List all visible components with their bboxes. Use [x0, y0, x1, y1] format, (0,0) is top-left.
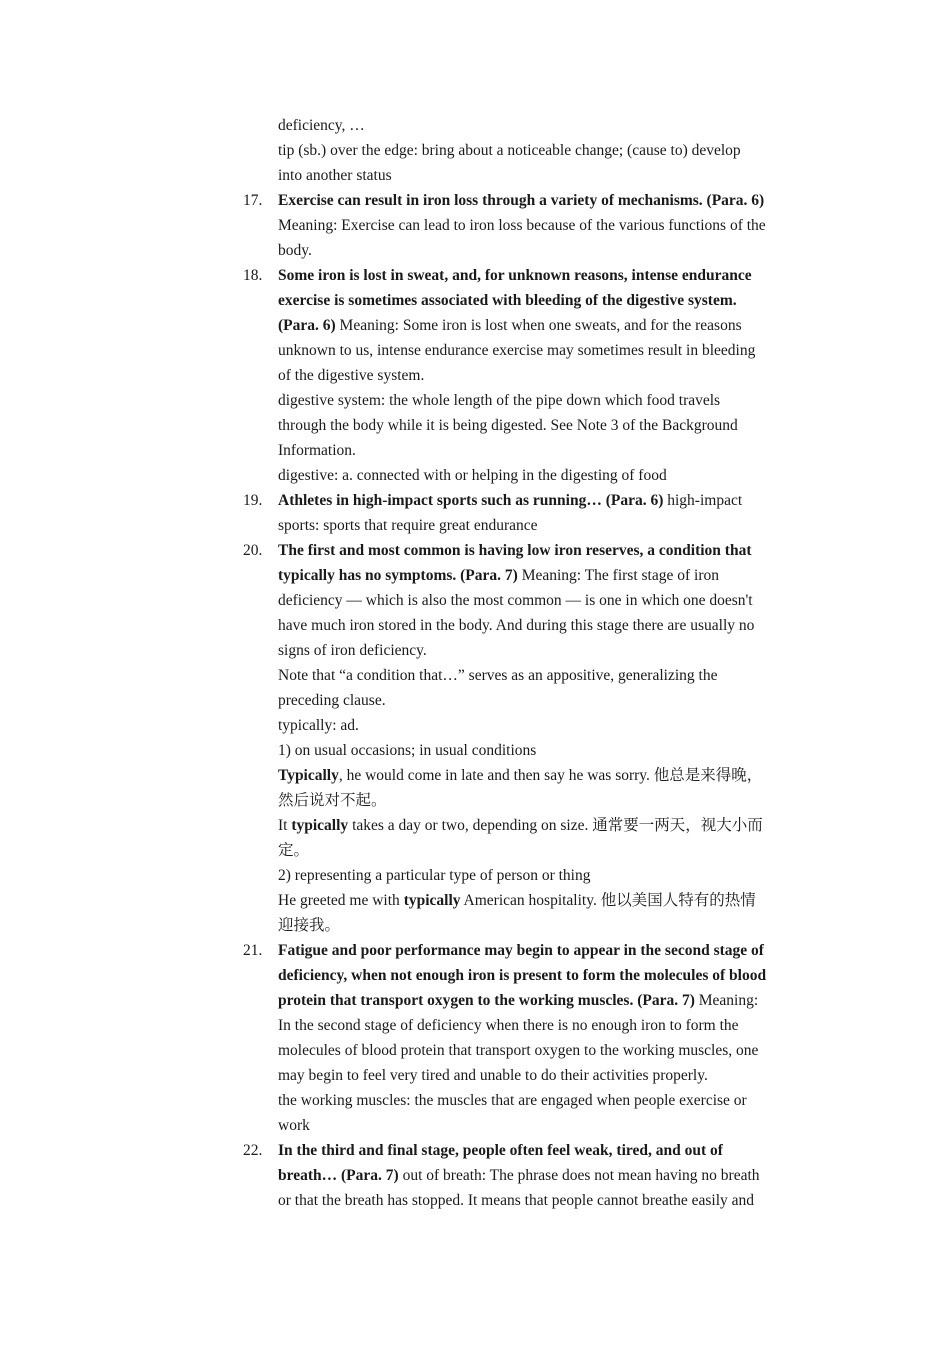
text-run: digestive: a. connected with or helping in the digesting of food — [278, 467, 667, 484]
bold-text: protein that transport oxygen to the working muscles. (Para. 7) — [278, 992, 695, 1009]
text-line — [278, 463, 667, 488]
text-run: or that the breath has stopped. It means that people cannot breathe easily and — [278, 1192, 755, 1209]
text-run: into another status — [278, 167, 392, 184]
bold-text: typically — [403, 892, 461, 909]
text-line — [278, 313, 742, 338]
text-run: preceding clause. — [278, 692, 386, 709]
bold-text: deficiency, when not enough iron is present to form the molecules of blood — [278, 967, 767, 984]
text-run: takes a day or two, depending on size. 通常要一两天，视大小而 — [348, 817, 763, 834]
text-line — [278, 688, 386, 713]
text-line — [278, 638, 427, 663]
text-run: typically: ad. — [278, 717, 359, 734]
text-run: 定。 — [278, 842, 310, 859]
text-run: He greeted me with — [278, 892, 404, 909]
text-run: may begin to feel very tired and unable to do their activities properly. — [278, 1067, 708, 1084]
text-run: 1) on usual occasions; in usual conditions — [278, 742, 537, 759]
note-number: 21. — [243, 942, 263, 959]
bold-text: The first and most common is having low iron reserves, a condition that — [278, 542, 752, 559]
bold-text: typically — [291, 817, 349, 834]
text-run: high-impact — [663, 492, 743, 509]
text-line — [278, 238, 312, 263]
text-run: Note that “a condition that…” serves as an appositive, generalizing the — [278, 667, 718, 684]
text-line — [278, 1188, 754, 1213]
bold-text: exercise is sometimes associated with bleeding of the digestive system. — [278, 292, 737, 309]
text-line — [278, 138, 741, 163]
text-run: molecules of blood protein that transport oxygen to the working muscles, one — [278, 1042, 759, 1059]
text-line — [278, 1063, 708, 1088]
bold-text: typically has no symptoms. (Para. 7) — [278, 567, 518, 584]
text-line — [278, 563, 719, 588]
text-line — [278, 588, 753, 613]
text-line — [278, 1163, 760, 1188]
note-number: 22. — [243, 1142, 263, 1159]
text-run: sports: sports that require great endurance — [278, 517, 538, 534]
text-line — [278, 1138, 723, 1163]
text-line — [278, 513, 538, 538]
text-run: through the body while it is being digested. See Note 3 of the Background — [278, 417, 738, 434]
text-line — [278, 338, 755, 363]
text-run: signs of iron deficiency. — [278, 642, 427, 659]
text-run: deficiency, … — [278, 117, 365, 134]
bold-text: breath… (Para. 7) — [278, 1167, 399, 1184]
note-number: 18. — [243, 267, 263, 284]
text-run: tip (sb.) over the edge: bring about a noticeable change; (cause to) develop — [278, 142, 741, 159]
text-line — [278, 888, 756, 913]
text-line — [278, 388, 720, 413]
bold-text: Athletes in high-impact sports such as running… (Para. 6) — [278, 492, 664, 509]
note-number: 20. — [243, 542, 263, 559]
text-run: digestive system: the whole length of the pipe down which food travels — [278, 392, 721, 409]
text-run: of the digestive system. — [278, 367, 425, 384]
text-line — [278, 363, 424, 388]
note-number: 19. — [243, 492, 263, 509]
bold-text: Some iron is lost in sweat, and, for unknown reasons, intense endurance — [278, 267, 752, 284]
text-line — [278, 1088, 747, 1113]
text-run: have much iron stored in the body. And during this stage there are usually no — [278, 617, 755, 634]
text-line — [278, 988, 758, 1013]
text-line — [278, 763, 762, 788]
text-line — [278, 163, 392, 188]
bold-text: In the third and final stage, people often feel weak, tired, and out of — [278, 1142, 723, 1159]
text-line — [278, 1038, 758, 1063]
note-number: 17. — [243, 192, 263, 209]
text-line — [278, 1013, 739, 1038]
text-run: the working muscles: the muscles that are engaged when people exercise or — [278, 1092, 747, 1109]
bold-text: (Para. 6) — [278, 317, 336, 334]
text-run: body. — [278, 242, 312, 259]
text-run: Meaning: — [694, 992, 759, 1009]
text-run: work — [278, 1117, 310, 1134]
text-line — [278, 438, 356, 463]
text-line — [278, 713, 359, 738]
text-run: Meaning: The first stage of iron — [517, 567, 719, 584]
text-run: 然后说对不起。 — [278, 792, 387, 809]
text-line — [278, 538, 751, 563]
text-line — [278, 663, 717, 688]
text-run: It — [278, 817, 292, 834]
text-run: 2) representing a particular type of person or thing — [278, 867, 591, 884]
text-line — [278, 1113, 310, 1138]
text-run: , he would come in late and then say he was sorry. 他总是来得晚， — [338, 767, 763, 784]
text-run: Information. — [278, 442, 356, 459]
text-line — [278, 938, 764, 963]
bold-text: Exercise can result in iron loss through a variety of mechanisms. (Para. 6) — [278, 192, 765, 209]
bold-text: Fatigue and poor performance may begin to appear in the second stage of — [278, 942, 764, 959]
text-run: Meaning: Some iron is lost when one sweats, and for the reasons — [335, 317, 742, 334]
text-line — [278, 613, 754, 638]
text-line — [278, 113, 365, 138]
text-line — [278, 413, 738, 438]
text-line — [278, 188, 764, 213]
text-line — [278, 488, 742, 513]
text-line — [278, 813, 763, 838]
text-run: deficiency — which is also the most common — is one in which one doesn't — [278, 592, 753, 609]
text-line — [278, 963, 766, 988]
text-run: American hospitality. 他以美国人特有的热情 — [460, 892, 756, 909]
text-line — [278, 913, 340, 938]
text-line — [278, 213, 766, 238]
text-run: unknown to us, intense endurance exercise may sometimes result in bleeding — [278, 342, 756, 359]
bold-text: Typically — [278, 767, 339, 784]
text-run: In the second stage of deficiency when there is no enough iron to form the — [278, 1017, 739, 1034]
text-run: out of breath: The phrase does not mean having no breath — [398, 1167, 760, 1184]
text-run: 迎接我。 — [278, 917, 341, 934]
text-line — [278, 788, 387, 813]
text-line — [278, 838, 309, 863]
text-run: Meaning: Exercise can lead to iron loss because of the various functions of the — [278, 217, 766, 234]
text-line — [278, 738, 536, 763]
text-line — [278, 288, 737, 313]
text-line — [278, 863, 590, 888]
text-line — [278, 263, 752, 288]
